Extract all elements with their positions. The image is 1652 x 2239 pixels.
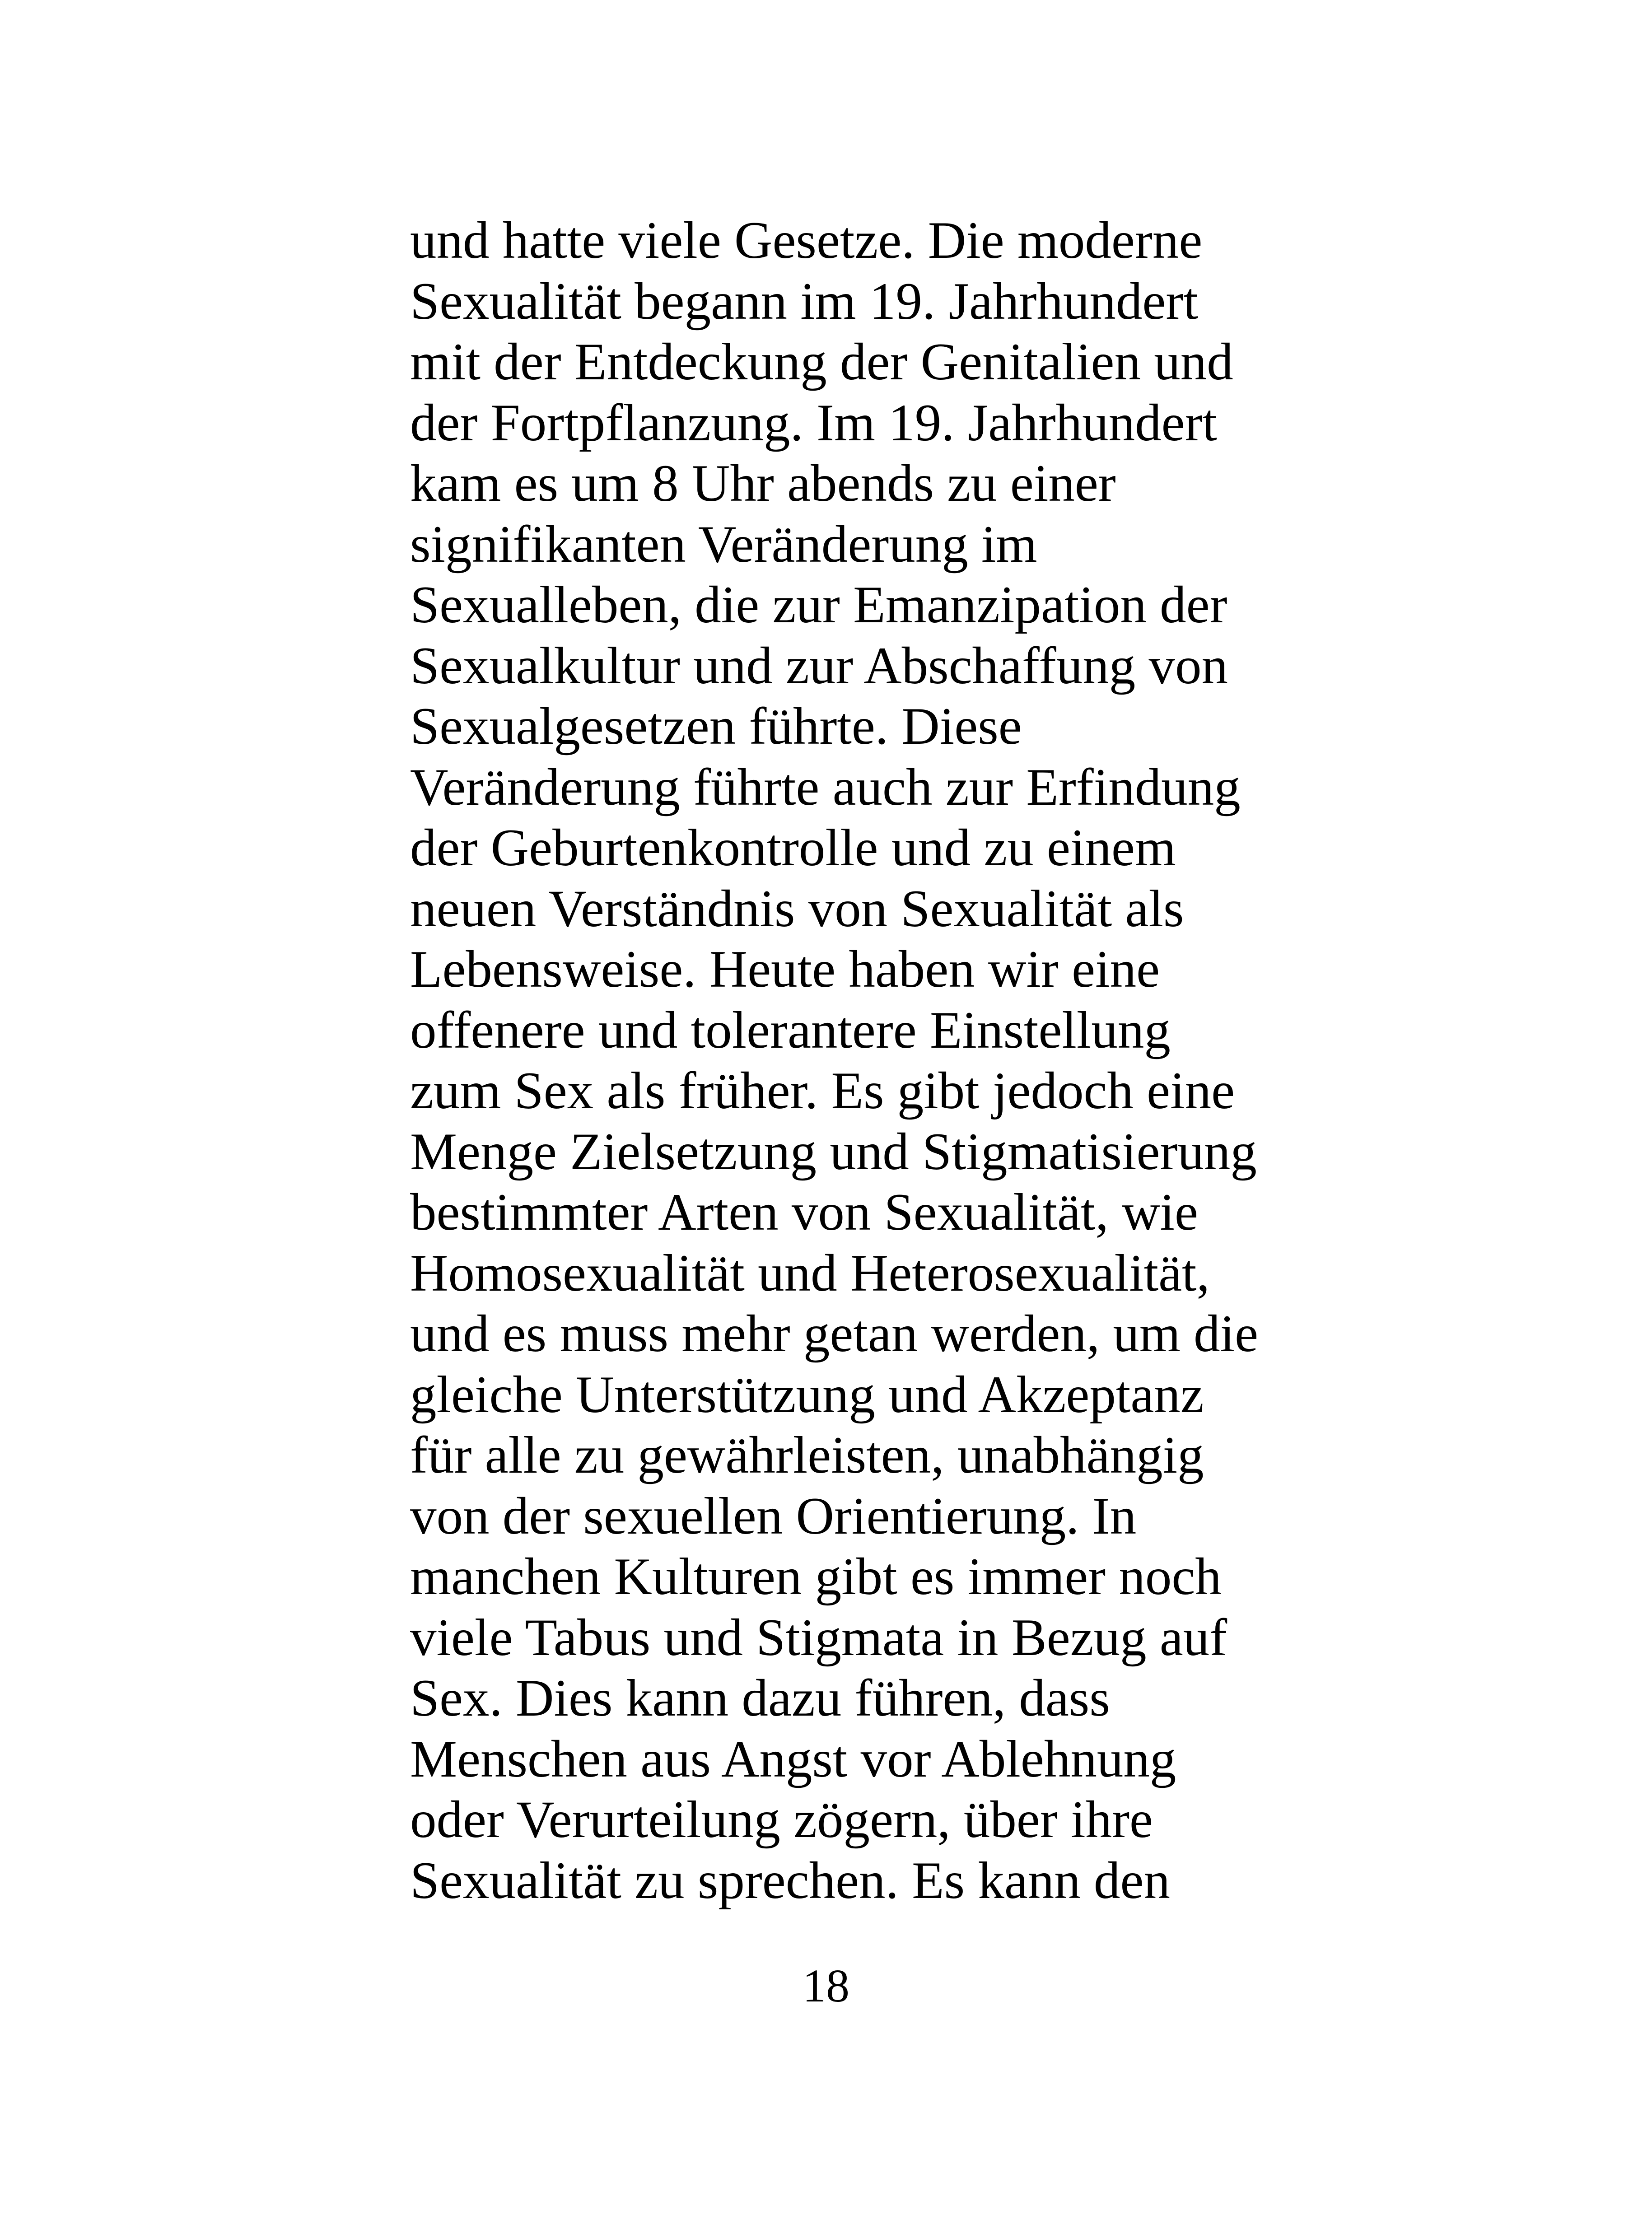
text-line: viele Tabus und Stigmata in Bezug auf (410, 1608, 1227, 1667)
text-line: Homosexualität und Heterosexualität, (410, 1244, 1210, 1302)
text-line: von der sexuellen Orientierung. In (410, 1487, 1137, 1545)
text-line: Veränderung führte auch zur Erfindung (410, 758, 1241, 816)
text-line: neuen Verständnis von Sexualität als (410, 879, 1184, 938)
text-line: Lebensweise. Heute haben wir eine (410, 940, 1160, 998)
text-line: Sex. Dies kann dazu führen, dass (410, 1669, 1110, 1727)
text-line: kam es um 8 Uhr abends zu einer (410, 454, 1116, 513)
text-line: Menschen aus Angst vor Ablehnung (410, 1730, 1176, 1788)
text-line: bestimmter Arten von Sexualität, wie (410, 1183, 1198, 1241)
text-line: manchen Kulturen gibt es immer noch (410, 1548, 1222, 1606)
text-line: Sexualleben, die zur Emanzipation der (410, 576, 1227, 634)
text-line: gleiche Unterstützung und Akzeptanz (410, 1365, 1204, 1424)
text-line: Sexualität begann im 19. Jahrhundert (410, 272, 1198, 331)
text-line: der Geburtenkontrolle und zu einem (410, 819, 1176, 877)
text-line: Menge Zielsetzung und Stigmatisierung (410, 1122, 1257, 1181)
page-number: 18 (803, 1960, 849, 2012)
text-line: Sexualgesetzen führte. Diese (410, 697, 1022, 756)
text-line: der Fortpflanzung. Im 19. Jahrhundert (410, 393, 1218, 452)
text-line: und hatte viele Gesetze. Die moderne (410, 211, 1203, 270)
text-line: für alle zu gewährleisten, unabhängig (410, 1426, 1204, 1484)
text-line: signifikanten Veränderung im (410, 515, 1037, 574)
text-line: Sexualität zu sprechen. Es kann den (410, 1851, 1170, 1910)
text-line: und es muss mehr getan werden, um die (410, 1305, 1259, 1363)
text-line: Sexualkultur und zur Abschaffung von (410, 636, 1228, 695)
text-line: offenere und tolerantere Einstellung (410, 1001, 1171, 1059)
text-line: zum Sex als früher. Es gibt jedoch eine (410, 1062, 1235, 1120)
body-text (410, 210, 1313, 1911)
text-line: oder Verurteilung zögern, über ihre (410, 1791, 1153, 1849)
text-line: mit der Entdeckung der Genitalien und (410, 333, 1233, 391)
